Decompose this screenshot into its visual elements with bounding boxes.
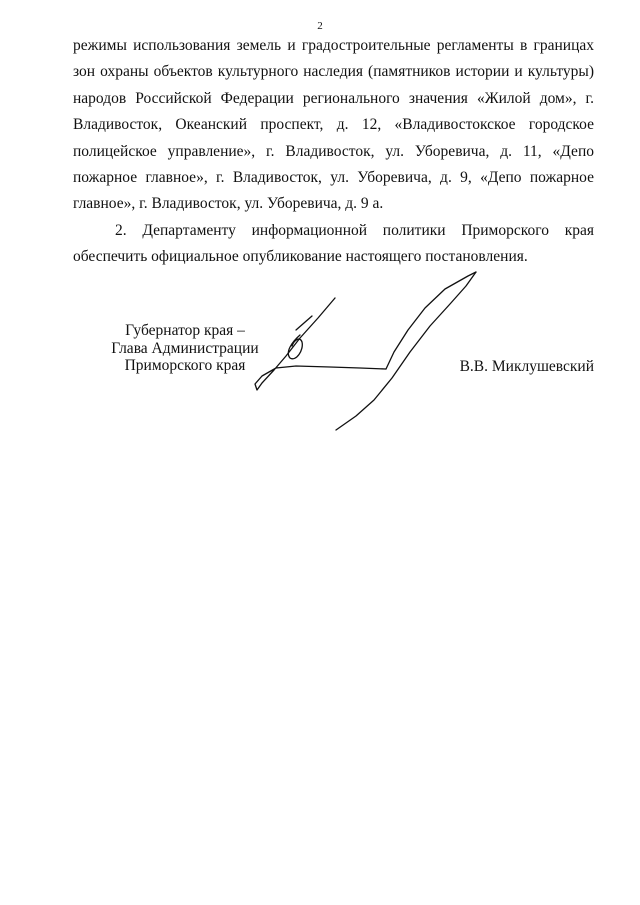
signatory-name: В.В. Миклушевский — [459, 358, 594, 375]
signatory-title-line-2: Глава Администрации — [111, 339, 259, 357]
paragraph-2: 2. Департаменту информационной политики Приморского края обеспечить официальное опубликование настоящего постановления. — [73, 221, 594, 266]
page-number: 2 — [317, 20, 323, 32]
signatory-title-line-3: Приморского края — [124, 357, 246, 374]
paragraph-1: режимы использования земель и градостроительные регламенты в границах зон охраны объектов культурного наследия (памятников истории и культуры) народов Российской Федерации регионального значения «Жилой дом», г. Владивосток, Океанский проспект, д. 12, «Владивостокское городское полицейское управление», г. Владивосток, ул. Уборевича, д. 11, «Депо пожарное главное», г. Владивосток, ул. Уборевича, д. 9, «Депо пожарное главное», г. Владивосток, ул. Уборевича, д. 9 а. — [73, 37, 594, 213]
signatory-title-line-1: Губернатор края – — [125, 322, 245, 339]
